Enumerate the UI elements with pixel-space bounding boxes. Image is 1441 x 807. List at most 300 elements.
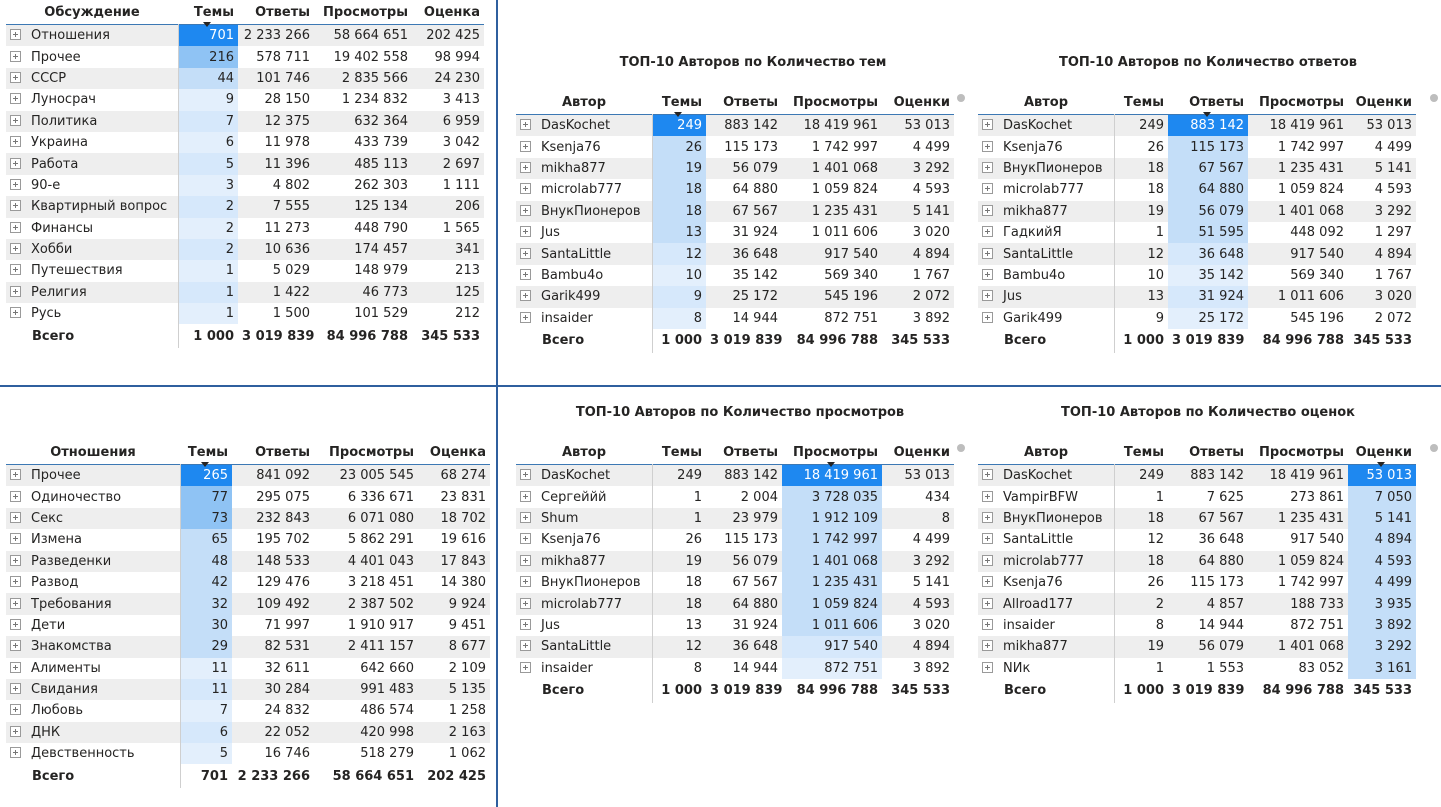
cell-value: 2 [178,196,238,217]
cell-value: 273 861 [1290,489,1344,505]
plus-box-icon[interactable] [10,72,21,83]
column-header[interactable] [1248,90,1348,115]
plus-box-icon[interactable] [10,555,21,566]
table-row[interactable] [6,465,490,487]
total-label: Всего [32,328,75,344]
plus-box-icon[interactable] [982,491,993,502]
cell-value: 11 [180,658,232,679]
plus-box-icon[interactable] [10,179,21,190]
cell-value: 14 944 [732,310,778,326]
table-row[interactable] [978,486,1416,507]
cell-value: 1 742 997 [782,529,882,550]
cell-value: 9 924 [418,593,490,614]
table-row[interactable] [6,722,490,743]
plus-box-icon[interactable] [520,576,531,587]
table-row[interactable] [516,115,954,137]
column-header[interactable] [882,440,954,465]
row-label-text: Отношения [31,28,110,44]
total-value: 345 533 [891,333,950,349]
column-header[interactable] [1168,90,1248,115]
cell-value: 53 013 [1348,465,1416,487]
table-row[interactable] [978,201,1416,222]
column-header[interactable] [516,90,652,115]
cell-value: 917 540 [782,243,882,264]
cell-value: 872 751 [824,310,878,326]
plus-box-icon[interactable] [520,619,531,630]
cell-value: 341 [412,239,484,260]
table-row[interactable] [6,196,484,217]
table-row[interactable] [516,286,954,307]
plus-box-icon[interactable] [520,226,531,237]
cell-value: 295 075 [256,489,310,505]
column-header[interactable] [1248,440,1348,465]
cell-value: 2 697 [412,153,484,174]
cell-value: 434 [925,489,950,505]
cell-value: 202 425 [412,25,484,47]
table-row[interactable] [516,508,954,529]
table-row[interactable] [6,551,490,572]
row-label [6,700,180,721]
cell-value: 25 172 [706,286,782,307]
cell-value: 5 029 [272,263,310,279]
plus-box-icon[interactable] [982,598,993,609]
table-row[interactable] [978,308,1416,329]
plus-box-icon[interactable] [982,290,993,301]
plus-box-icon[interactable] [982,533,993,544]
plus-box-icon[interactable] [520,290,531,301]
plus-box-icon[interactable] [10,51,21,62]
row-label-text: Ksenja76 [1003,575,1063,591]
plus-box-icon[interactable] [10,726,21,737]
column-header[interactable] [232,440,314,465]
plus-box-icon[interactable] [10,512,21,523]
table-row[interactable] [978,572,1416,593]
plus-box-icon[interactable] [10,683,21,694]
table-row[interactable] [516,308,954,329]
plus-box-icon[interactable] [982,469,993,480]
table-row[interactable] [516,136,954,157]
plus-box-icon[interactable] [982,619,993,630]
table-row[interactable] [6,68,484,89]
row-label-text: Прочее [31,468,81,484]
plus-box-icon[interactable] [982,312,993,323]
plus-box-icon[interactable] [982,512,993,523]
column-header[interactable] [1348,440,1416,465]
sort-descending-icon[interactable] [1203,112,1211,117]
column-header[interactable] [6,440,180,465]
row-label-text: microlab777 [541,596,623,612]
row-label [516,286,652,307]
top-ratings-matrix [978,440,1416,703]
column-header[interactable] [706,440,782,465]
column-header[interactable] [652,90,706,115]
cell-value: 2 [1114,593,1168,614]
column-header[interactable] [1114,440,1168,465]
cell-value: 3 292 [1348,636,1416,657]
plus-box-icon[interactable] [10,576,21,587]
table-row[interactable] [516,572,954,593]
cell-value: 195 702 [256,532,310,548]
row-label-text: DasKochet [1003,118,1073,134]
column-header[interactable] [1168,440,1248,465]
column-header-label: Ответы [1189,444,1244,460]
cell-value: 53 013 [882,465,954,487]
table-row[interactable] [516,265,954,286]
sort-descending-icon[interactable] [203,22,211,27]
cell-value: 1 565 [442,220,480,236]
plus-box-icon[interactable] [520,512,531,523]
cell-value: 67 567 [1168,508,1248,529]
cell-value: 12 [1114,243,1168,264]
plus-box-icon[interactable] [10,286,21,297]
cell-value: 5 141 [1348,158,1416,179]
sort-descending-icon[interactable] [201,462,209,467]
total-row [516,679,954,703]
row-label-text: microlab777 [1003,553,1085,569]
cell-value: 32 611 [264,660,310,676]
plus-box-icon[interactable] [520,312,531,323]
table-row[interactable] [978,158,1416,179]
table-row[interactable] [516,529,954,550]
row-label-text: Хобби [31,242,73,258]
table-row[interactable] [6,658,490,679]
table-row[interactable] [978,115,1416,137]
total-label: Всего [32,768,75,784]
cell-value: 19 402 558 [333,49,408,65]
table-row[interactable] [978,286,1416,307]
cell-value: 18 419 961 [782,115,882,137]
cell-value: 56 079 [1168,636,1248,657]
column-header[interactable] [978,440,1114,465]
table-row[interactable] [978,593,1416,614]
plus-box-icon[interactable] [982,141,993,152]
row-label-text: Девственность [31,746,135,762]
plus-box-icon[interactable] [10,264,21,275]
table-row[interactable] [6,260,484,281]
table-row[interactable] [978,179,1416,200]
table-row[interactable] [978,529,1416,550]
cell-value: 6 336 671 [347,489,414,505]
table-row[interactable] [516,158,954,179]
row-label [6,111,178,132]
cell-value: 265 [180,465,232,487]
cell-value: 1 422 [238,282,314,303]
row-label-text: ВнукПионеров [1003,510,1103,526]
column-header[interactable] [516,440,652,465]
cell-value: 56 079 [706,158,782,179]
table-row[interactable] [6,700,490,721]
plus-box-icon[interactable] [520,662,531,673]
table-row[interactable] [516,658,954,679]
plus-box-icon[interactable] [10,533,21,544]
row-label [978,222,1114,243]
cell-value: 32 [180,593,232,614]
table-row[interactable] [516,465,954,487]
plus-box-icon[interactable] [10,222,21,233]
cell-value: 3 935 [1348,593,1416,614]
row-label [6,218,178,239]
cell-value: 19 616 [440,532,486,548]
row-label [516,243,652,264]
column-header[interactable] [6,0,178,25]
cell-value: 1 401 068 [782,551,882,572]
total-label: Всего [1004,683,1047,699]
total-value: 202 425 [427,768,486,784]
plus-box-icon[interactable] [520,205,531,216]
total-label: Всего [1004,333,1047,349]
cell-value: 2 163 [418,722,490,743]
table-row[interactable] [6,218,484,239]
table-row[interactable] [978,243,1416,264]
plus-box-icon[interactable] [982,269,993,280]
table-row[interactable] [516,593,954,614]
cell-value: 82 531 [232,636,314,657]
plus-box-icon[interactable] [982,119,993,130]
table-row[interactable] [516,486,954,507]
column-header[interactable] [314,0,412,25]
cell-value: 1 767 [912,267,950,283]
row-label [978,551,1114,572]
row-label [516,615,652,636]
row-label [978,201,1114,222]
plus-box-icon[interactable] [520,183,531,194]
table-row[interactable] [6,282,484,303]
cell-value: 8 677 [418,636,490,657]
plus-box-icon[interactable] [982,162,993,173]
table-row[interactable] [978,136,1416,157]
plus-box-icon[interactable] [520,555,531,566]
table-row[interactable] [516,636,954,657]
table-row[interactable] [978,265,1416,286]
sort-descending-icon[interactable] [674,112,682,117]
row-label [516,658,652,679]
cell-value: 917 540 [1248,243,1348,264]
column-header[interactable] [1114,90,1168,115]
scroll-dot-icon[interactable] [957,444,965,452]
table-row[interactable] [6,89,484,110]
plus-box-icon[interactable] [520,162,531,173]
row-label [6,465,180,487]
total-value: 84 996 788 [326,328,408,344]
column-header[interactable] [314,440,418,465]
plus-box-icon[interactable] [982,205,993,216]
cell-value: 1 401 068 [1248,201,1348,222]
table-row[interactable] [6,239,484,260]
plus-box-icon[interactable] [982,226,993,237]
cell-value: 51 595 [1168,222,1248,243]
row-label [6,486,180,507]
plus-box-icon[interactable] [520,248,531,259]
table-row[interactable] [6,508,490,529]
sort-descending-icon[interactable] [827,462,835,467]
plus-box-icon[interactable] [982,640,993,651]
cell-value: 1 059 824 [1277,182,1344,198]
cell-value: 68 274 [418,465,490,487]
table-row[interactable] [6,486,490,507]
table-row[interactable] [978,465,1416,487]
table-row[interactable] [516,201,954,222]
column-header[interactable] [180,440,232,465]
table-row[interactable] [6,111,484,132]
plus-box-icon[interactable] [10,243,21,254]
top-replies-title: ТОП-10 Авторов по Количество ответов [1058,55,1358,70]
plus-box-icon[interactable] [10,598,21,609]
plus-box-icon[interactable] [520,598,531,609]
scroll-dot-icon[interactable] [1430,94,1438,102]
cell-value: 1 [178,260,238,281]
plus-box-icon[interactable] [982,248,993,259]
column-header[interactable] [706,90,782,115]
cell-value: 12 375 [238,111,314,132]
scroll-dot-icon[interactable] [957,94,965,102]
column-header[interactable] [238,0,314,25]
cell-value: 53 013 [1348,115,1416,137]
table-row[interactable] [6,46,484,67]
cell-value: 917 540 [1290,532,1344,548]
cell-value: 1 059 824 [1248,551,1348,572]
plus-box-icon[interactable] [10,29,21,40]
cell-value: 2 109 [448,660,486,676]
column-header[interactable] [412,0,484,25]
row-label-text: mikha877 [541,160,606,176]
plus-box-icon[interactable] [10,469,21,480]
cell-value: 18 [652,572,706,593]
cell-value: 42 [180,572,232,593]
cell-value: 4 593 [1374,182,1412,198]
plus-box-icon[interactable] [982,576,993,587]
cell-value: 4 894 [882,243,954,264]
cell-value: 64 880 [706,593,782,614]
table-row[interactable] [6,593,490,614]
plus-box-icon[interactable] [10,491,21,502]
table-row[interactable] [978,222,1416,243]
column-header[interactable] [652,440,706,465]
table-row[interactable] [978,551,1416,572]
cell-value: 1 500 [272,306,310,322]
cell-value: 18 [652,179,706,200]
plus-box-icon[interactable] [520,491,531,502]
column-header[interactable] [782,90,882,115]
cell-value: 18 419 961 [1248,115,1348,137]
sort-descending-icon[interactable] [1377,462,1385,467]
row-label-text: mikha877 [541,553,606,569]
plus-box-icon[interactable] [10,662,21,673]
plus-box-icon[interactable] [10,704,21,715]
cell-value: 18 [652,593,706,614]
table-row[interactable] [6,303,484,324]
plus-box-icon[interactable] [10,115,21,126]
table-row[interactable] [978,658,1416,679]
table-row[interactable] [516,179,954,200]
table-row[interactable] [6,153,484,174]
row-label [516,136,652,157]
plus-box-icon[interactable] [10,158,21,169]
table-row[interactable] [516,615,954,636]
plus-box-icon[interactable] [520,640,531,651]
cell-value: 1 742 997 [811,139,878,155]
cell-value: 883 142 [1168,465,1248,487]
cell-value: 3 042 [442,135,480,151]
row-label-text: ВнукПионеров [1003,160,1103,176]
table-row[interactable] [6,572,490,593]
row-label [516,572,652,593]
column-header[interactable] [178,0,238,25]
plus-box-icon[interactable] [982,183,993,194]
plus-box-icon[interactable] [520,533,531,544]
table-row[interactable] [6,743,490,764]
column-header[interactable] [782,440,882,465]
cell-value: 212 [455,306,480,322]
column-header[interactable] [418,440,490,465]
plus-box-icon[interactable] [10,640,21,651]
plus-box-icon[interactable] [520,119,531,130]
column-header[interactable] [978,90,1114,115]
table-row[interactable] [6,25,484,47]
plus-box-icon[interactable] [520,141,531,152]
scroll-dot-icon[interactable] [1430,444,1438,452]
table-row[interactable] [6,679,490,700]
plus-box-icon[interactable] [10,136,21,147]
table-row[interactable] [6,175,484,196]
column-header-label: Оценки [893,94,950,110]
table-row[interactable] [516,222,954,243]
cell-value: 65 [180,529,232,550]
plus-box-icon[interactable] [520,469,531,480]
table-row[interactable] [516,243,954,264]
plus-box-icon[interactable] [10,619,21,630]
row-label [978,636,1114,657]
row-label [978,508,1114,529]
cell-value: 420 998 [314,722,418,743]
table-row[interactable] [978,508,1416,529]
cell-value: 174 457 [314,239,412,260]
cell-value: 1 011 606 [811,225,878,241]
cell-value: 1 [1114,222,1168,243]
top-views-title: ТОП-10 Авторов по Количество просмотров [575,405,905,420]
table-row[interactable] [6,529,490,550]
plus-box-icon[interactable] [10,93,21,104]
cell-value: 1 234 832 [341,92,408,108]
row-label [516,593,652,614]
table-row[interactable] [6,132,484,153]
column-header[interactable] [882,90,954,115]
total-value: 1 000 [178,324,238,348]
row-label [6,743,180,764]
plus-box-icon[interactable] [10,307,21,318]
cell-value: 7 [178,111,238,132]
table-row[interactable] [978,615,1416,636]
plus-box-icon[interactable] [982,662,993,673]
plus-box-icon[interactable] [982,555,993,566]
row-label-text: ГадкийЯ [1003,225,1062,241]
table-row[interactable] [978,636,1416,657]
column-header[interactable] [1348,90,1416,115]
table-row[interactable] [6,636,490,657]
cell-value: 8 [652,308,706,329]
cell-value: 115 173 [1190,575,1244,591]
table-row[interactable] [516,551,954,572]
plus-box-icon[interactable] [10,747,21,758]
plus-box-icon[interactable] [10,200,21,211]
row-label-text: DasKochet [541,468,611,484]
column-header-label: Автор [1023,94,1069,110]
cell-value: 5 [178,153,238,174]
total-value: 84 996 788 [1262,333,1344,349]
table-row[interactable] [6,615,490,636]
column-header-label: Оценка [429,444,486,460]
cell-value: 545 196 [782,286,882,307]
plus-box-icon[interactable] [520,269,531,280]
